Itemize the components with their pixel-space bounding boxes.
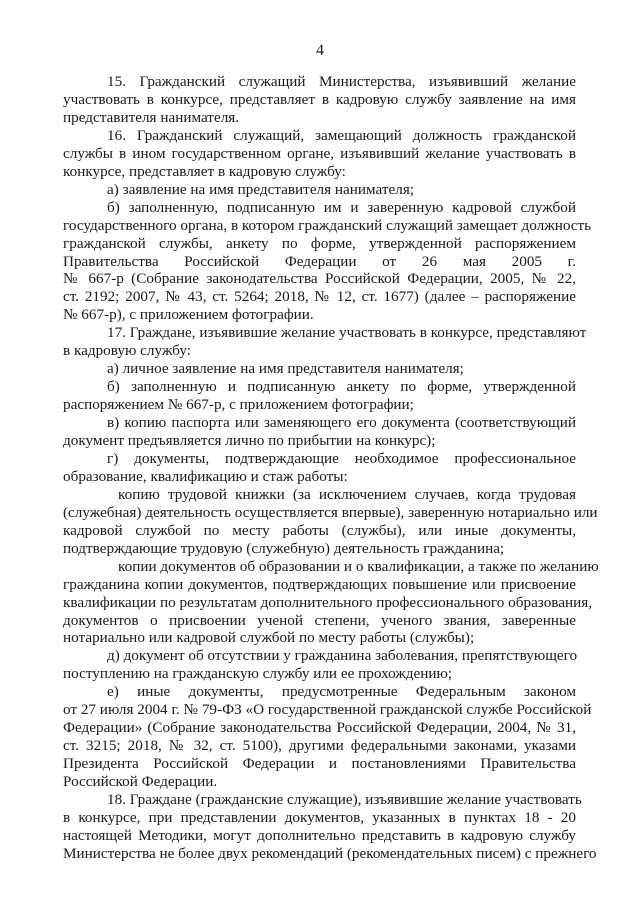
text-line: а) заявление на имя представителя нанимателя; [107, 180, 415, 198]
text-line: ст. 3215; 2018, № 32, ст. 5100), другими федеральными законами, указами [63, 737, 576, 755]
text-line: представителя нанимателя. [63, 108, 240, 126]
page-number: 4 [316, 42, 324, 59]
text-line: 15. Гражданский служащий Министерства, изъявивший желание [107, 73, 576, 90]
text-line: Министерства не более двух рекомендаций (рекомендательных писем) с прежнего [63, 844, 597, 862]
text-line: гражданской службы, анкету по форме, утвержденной распоряжением [63, 234, 576, 252]
text-line: в кадровую службу: [63, 342, 191, 360]
text-line: от 27 июля 2004 г. № 79-ФЗ «О государственной гражданской службе Российской [63, 701, 592, 719]
text-line: Федерации» (Собрание законодательства Российской Федерации, 2004, № 31, [63, 719, 576, 737]
text-line: нотариально или кадровой службой по месту работы (службы); [63, 629, 475, 647]
text-line: № 667-р (Собрание законодательства Российской Федерации, 2005, № 22, [63, 270, 576, 288]
text-line: Российской Федерации. [63, 773, 218, 790]
text-line: в конкурсе, при представлении документов, указанных в пунктах 18 - 20 [63, 808, 576, 826]
text-line: б) заполненную и подписанную анкету по форме, утвержденной [107, 378, 576, 396]
text-line: 18. Граждане (гражданские служащие), изъявившие желание участвовать [107, 791, 582, 808]
text-line: д) документ об отсутствии у гражданина заболевания, препятствующего [107, 647, 578, 665]
text-line: распоряжением № 667-р, с приложением фотографии; [63, 396, 414, 414]
text-line: гражданина копии документов, подтверждающих повышение или присвоение [63, 575, 576, 593]
text-line: документ предъявляется лично по прибытии на конкурс); [63, 432, 436, 449]
text-line: образование, квалификацию и стаж работы: [63, 467, 348, 485]
text-line: б) заполненную, подписанную им и заверенную кадровой службой [107, 198, 576, 216]
text-line: г) документы, подтверждающие необходимое профессиональное [107, 449, 576, 467]
text-line: а) личное заявление на имя представителя нанимателя; [107, 360, 464, 378]
text-line: конкурсе, представляет в кадровую службу: [63, 162, 346, 180]
text-line: ст. 2192; 2007, № 43, ст. 5264; 2018, № 12, ст. 1677) (далее – распоряжение [63, 288, 576, 306]
text-line: подтверждающие трудовую (служебную) деятельность гражданина; [63, 539, 505, 557]
text-line: копии документов об образовании и о квалификации, а также по желанию [118, 557, 599, 575]
text-line: Президента Российской Федерации и постановлениями Правительства [63, 755, 576, 773]
text-line: поступлению на гражданскую службу или ее прохождению; [63, 665, 453, 683]
text-line: в) копию паспорта или заменяющего его документа (соответствующий [107, 414, 576, 432]
text-line: кадровой службой по месту работы (службы), или иные документы, [63, 521, 576, 539]
text-line: (служебная) деятельность осуществляется впервые), заверенную нотариально или [63, 503, 598, 521]
text-line: участвовать в конкурсе, представляет в кадровую службу заявление на имя [63, 91, 576, 108]
text-line: службы в ином государственном органе, изъявивший желание участвовать в [63, 144, 576, 162]
text-line: квалификации по результатам дополнительного профессионального образования, [63, 593, 593, 611]
text-line: 17. Граждане, изъявившие желание участвовать в конкурсе, представляют [107, 324, 587, 342]
text-line: № 667-р), с приложением фотографии. [63, 306, 314, 324]
text-line: настоящей Методики, могут дополнительно представить в кадровую службу [63, 826, 576, 844]
text-line: Правительства Российской Федерации от 26 мая 2005 г. [63, 252, 576, 270]
text-line: копию трудовой книжки (за исключением случаев, когда трудовая [118, 485, 576, 503]
text-line: государственного органа, в котором гражданский служащий замещает должность [63, 216, 592, 234]
text-line: е) иные документы, предусмотренные Федеральным законом [107, 683, 576, 701]
text-line: 16. Гражданский служащий, замещающий должность гражданской [107, 126, 576, 144]
text-line: документов о присвоении ученой степени, ученого звания, заверенные [63, 611, 576, 629]
